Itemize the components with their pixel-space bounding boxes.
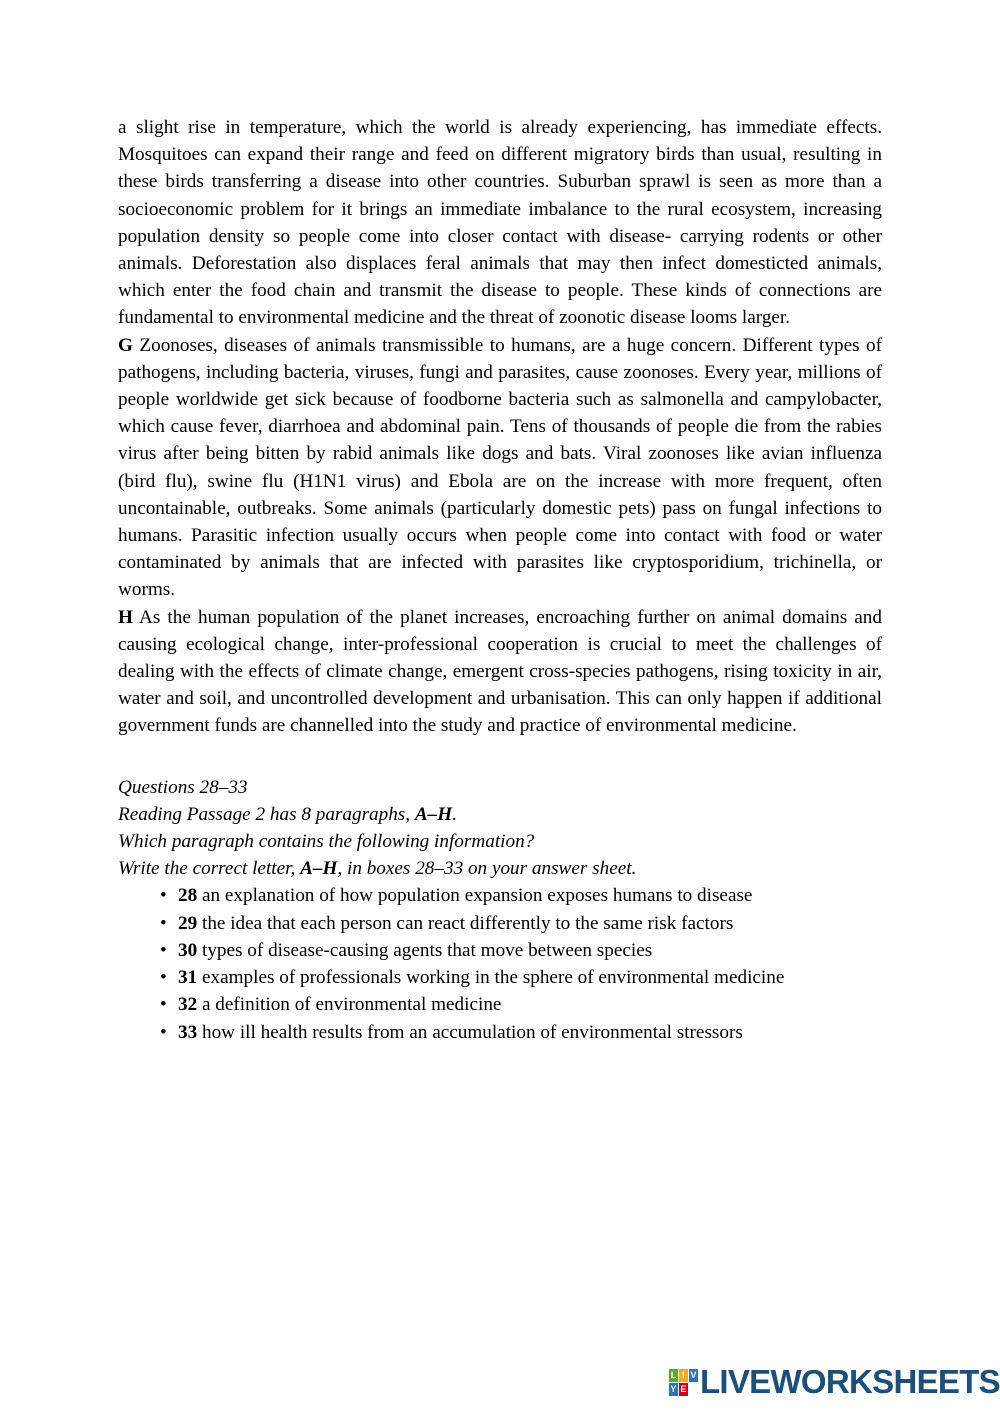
question-text: a definition of environmental medicine [201, 994, 502, 1016]
list-item [118, 882, 882, 909]
list-item [118, 991, 882, 1018]
paragraph-range-label: A–H [300, 858, 338, 880]
bullet-icon: • [160, 939, 167, 961]
logo-tile-empty [689, 1383, 698, 1396]
logo-tile-l: L [670, 1369, 677, 1380]
question-list [118, 882, 882, 1045]
paragraph-text: a slight rise in temperature, which the world is already experiencing, has immediate effects. Mosquitoes can expand their range and feed on different migratory birds than usual, resulting in these birds transferring a disease into other countries. Suburban sprawl is seen as more than a socioeconomic problem for it brings an immediate imbalance to the rural ecosystem, increasing population density so people come into closer contact with disease- carrying rodents or other animals. Deforestation also displaces feral animals that may then infect domesticted animals, which enter the food chain and transmit the disease to people. These kinds of connections are fundamental to environmental medicine and the threat of zoonotic disease looms larger. [118, 117, 882, 329]
logo-tile-e: E [680, 1383, 687, 1394]
bullet-icon: • [160, 967, 167, 989]
questions-instruction-paragraph-count [118, 801, 882, 828]
bullet-icon: • [160, 1021, 167, 1043]
question-number: 33 [178, 1021, 198, 1043]
question-text: an explanation of how population expansion exposes humans to disease [201, 885, 753, 907]
instruction-text-after: , in boxes 28–33 on your answer sheet. [337, 858, 637, 880]
liveworksheets-logo[interactable] [669, 1365, 1000, 1399]
paragraph-text: Zoonoses, diseases of animals transmissible to humans, are a huge concern. Different types of pathogens, including bacteria, viruses, fungi and parasites, cause zoonoses. Every year, millions of people worldwide get sick because of foodborne bacteria such as salmonella and campylobacter, which cause fever, diarrhoea and abdominal pain. Tens of thousands of people die from the rabies virus after being bitten by rabid animals like dogs and bats. Viral zoonoses like avian influenza (bird flu), swine flu (H1N1 virus) and Ebola are on the increase with more frequent, often uncontainable, outbreaks. Some animals (particularly domestic pets) pass on fungal infections to humans. Parasitic infection usually occurs when people come into contact with food or water contaminated by animals that are infected with parasites like cryptosporidium, trichinella, or worms. [118, 334, 882, 601]
questions-instruction-answer-sheet [118, 855, 882, 882]
logo-tile-v: V [690, 1369, 697, 1380]
question-text: the idea that each person can react differently to the same risk factors [201, 912, 734, 934]
instruction-text-after: . [452, 803, 457, 825]
bullet-icon: • [160, 885, 167, 907]
question-text: types of disease-causing agents that move between species [201, 939, 653, 961]
question-text: how ill health results from an accumulation of environmental stressors [201, 1021, 743, 1043]
question-number: 28 [178, 885, 198, 907]
reading-passage [118, 114, 882, 740]
instruction-text-before: Reading Passage 2 has 8 paragraphs, [118, 803, 415, 825]
logo-tile-y: Y [670, 1383, 677, 1394]
bullet-icon: • [160, 994, 167, 1016]
questions-heading: Questions 28–33 [118, 776, 248, 798]
paragraph-letter-g: G [118, 334, 133, 356]
questions-section [118, 774, 882, 1046]
list-item [118, 1019, 882, 1046]
paragraph-text: As the human population of the planet increases, encroaching further on animal domains and causing ecological change, inter-professional cooperation is crucial to meet the challenges of dealing with the effects of climate change, emergent cross-species pathogens, rising toxicity in air, water and soil, and uncontrolled development and urbanisation. This can only happen if additional government funds are channelled into the study and practice of environmental medicine. [118, 606, 882, 737]
question-text: examples of professionals working in the sphere of environmental medicine [201, 967, 785, 989]
list-item [118, 964, 882, 991]
question-number: 30 [178, 939, 198, 961]
question-number: 31 [178, 967, 198, 989]
passage-paragraph-continuation [118, 114, 882, 332]
logo-tile-i: I [679, 1369, 688, 1382]
paragraph-range-label: A–H [414, 803, 453, 825]
list-item [118, 937, 882, 964]
list-item [118, 910, 882, 937]
passage-paragraph-g [118, 332, 882, 604]
instruction-text-before: Write the correct letter, [118, 858, 301, 880]
paragraph-letter-h: H [118, 606, 133, 628]
liveworksheets-logo-icon [669, 1369, 698, 1396]
passage-paragraph-h [118, 604, 882, 740]
question-number: 32 [178, 994, 198, 1016]
liveworksheets-wordmark: LIVEWORKSHEETS [699, 1363, 1000, 1400]
question-number: 29 [178, 912, 198, 934]
bullet-icon: • [160, 912, 167, 934]
questions-instruction-prompt: Which paragraph contains the following information? [118, 831, 535, 853]
page-content [118, 114, 882, 1046]
